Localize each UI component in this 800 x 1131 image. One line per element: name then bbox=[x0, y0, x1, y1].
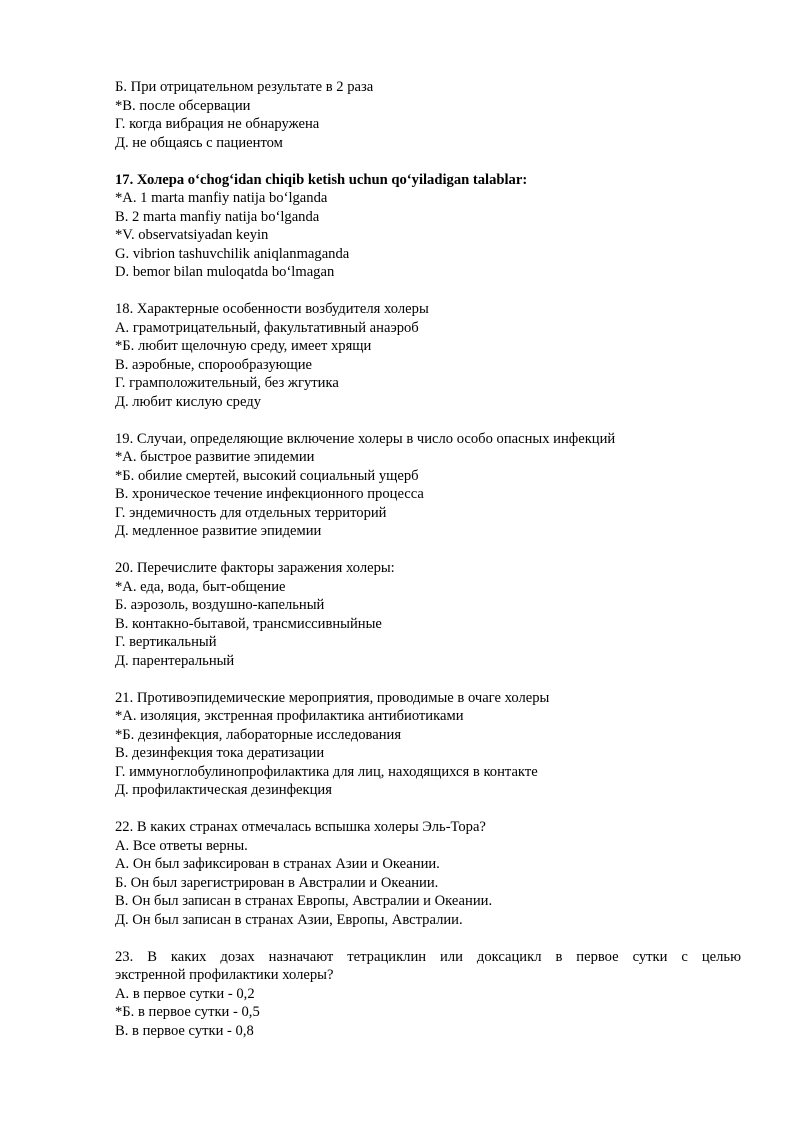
answer-option: *В. после обсервации bbox=[115, 97, 251, 114]
answer-option: В. хроническое течение инфекционного процесса bbox=[115, 486, 424, 502]
answer-option: В. дезинфекция тока дератизации bbox=[115, 745, 325, 761]
answer-option: В. аэробные, спорообразующие bbox=[115, 356, 313, 373]
question-text: 22. В каких странах отмечалась вспышка холеры Эль-Тора? bbox=[115, 819, 486, 835]
question-22 bbox=[115, 818, 741, 929]
answer-option: Г. грамположительный, без жгутика bbox=[115, 375, 339, 391]
question-text-line-1: 23. В каких дозах назначают тетрациклин или доксацикл в первое сутки с целью bbox=[115, 948, 741, 965]
question-16-tail bbox=[115, 78, 741, 152]
answer-option: Д. Он был записан в странах Азии, Европы, Австралии. bbox=[115, 911, 463, 928]
answer-option: *Б. в первое сутки - 0,5 bbox=[115, 1004, 260, 1020]
answer-option: *А. еда, вода, быт-общение bbox=[115, 578, 286, 595]
answer-option: Г. эндемичность для отдельных территорий bbox=[115, 504, 387, 521]
answer-option: *Б. любит щелочную среду, имеет хрящи bbox=[115, 338, 372, 354]
answer-option: *А. изоляция, экстренная профилактика антибиотиками bbox=[115, 708, 464, 724]
answer-option: Д. не общаясь с пациентом bbox=[115, 134, 283, 151]
question-18 bbox=[115, 300, 741, 411]
answer-option: Д. профилактическая дезинфекция bbox=[115, 782, 332, 798]
answer-option: Б. Он был зарегистрирован в Австралии и Океании. bbox=[115, 874, 439, 891]
question-text: 18. Характерные особенности возбудителя холеры bbox=[115, 301, 429, 317]
answer-option: Д. медленное развитие эпидемии bbox=[115, 523, 322, 539]
answer-option: *V. observatsiyadan keyin bbox=[115, 227, 269, 243]
answer-option: Г. иммуноглобулинопрофилактика для лиц, находящихся в контакте bbox=[115, 763, 538, 780]
question-20 bbox=[115, 559, 741, 670]
answer-option: Б. аэрозоль, воздушно-капельный bbox=[115, 597, 325, 613]
answer-option: Б. При отрицательном результате в 2 раза bbox=[115, 79, 374, 95]
answer-option: В. контакно-бытавой, трансмиссивныйные bbox=[115, 615, 382, 632]
answer-option: А. в первое сутки - 0,2 bbox=[115, 985, 255, 1002]
question-text: 17. Холера oʻchogʻidan chiqib ketish uchun qoʻyiladigan talablar: bbox=[115, 171, 528, 188]
answer-option: G. vibrion tashuvchilik aniqlanmaganda bbox=[115, 245, 350, 262]
answer-option: *А. быстрое развитие эпидемии bbox=[115, 449, 315, 465]
answer-option: Г. вертикальный bbox=[115, 634, 217, 650]
answer-option: А. Он был зафиксирован в странах Азии и Океании. bbox=[115, 856, 440, 872]
question-text: 19. Случаи, определяющие включение холеры в число особо опасных инфекций bbox=[115, 430, 616, 447]
answer-option: Д. любит кислую среду bbox=[115, 393, 261, 410]
answer-option: *A. 1 marta manfiy natija boʻlganda bbox=[115, 190, 328, 206]
answer-option: А. грамотрицательный, факультативный анаэроб bbox=[115, 319, 419, 336]
question-text: 20. Перечислите факторы заражения холеры: bbox=[115, 560, 395, 576]
answer-option: D. bemor bilan muloqatda boʻlmagan bbox=[115, 264, 335, 280]
question-text: 21. Противоэпидемические мероприятия, проводимые в очаге холеры bbox=[115, 689, 550, 706]
question-text-line-2: экстренной профилактики холеры? bbox=[115, 967, 334, 983]
question-19 bbox=[115, 430, 741, 541]
question-17 bbox=[115, 171, 741, 282]
question-23 bbox=[115, 948, 741, 1041]
answer-option: А. Все ответы верны. bbox=[115, 837, 248, 854]
answer-option: Д. парентеральный bbox=[115, 652, 235, 669]
answer-option: Г. когда вибрация не обнаружена bbox=[115, 116, 320, 132]
answer-option: *Б. дезинфекция, лабораторные исследования bbox=[115, 726, 402, 743]
answer-option: В. Он был записан в странах Европы, Австралии и Океании. bbox=[115, 893, 493, 909]
question-21 bbox=[115, 689, 741, 800]
answer-option: В. в первое сутки - 0,8 bbox=[115, 1022, 254, 1039]
document-page bbox=[115, 78, 741, 1059]
answer-option: *Б. обилие смертей, высокий социальный ущерб bbox=[115, 467, 419, 484]
answer-option: B. 2 marta manfiy natija boʻlganda bbox=[115, 208, 320, 225]
